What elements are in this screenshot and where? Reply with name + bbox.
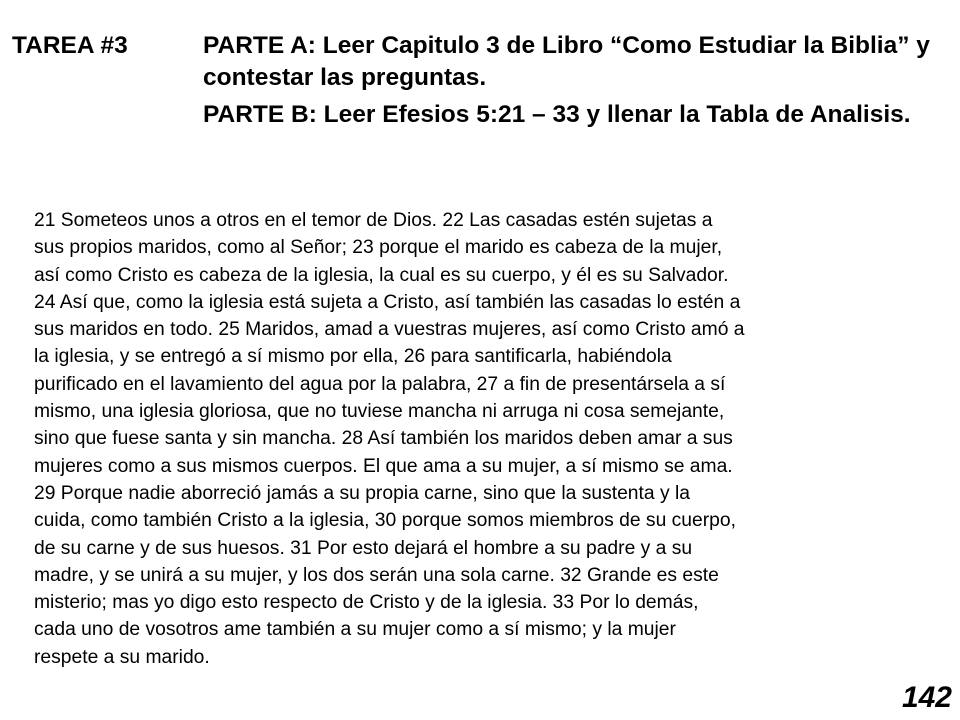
scripture-line: cuida, como también Cristo a la iglesia, 30 porque somos miembros de su cuerpo, (34, 510, 736, 532)
scripture-line: la iglesia, y se entregó a sí mismo por ella, 26 para santificarla, habiéndola (34, 346, 672, 368)
scripture-line: mujeres como a sus mismos cuerpos. El que ama a su mujer, a sí mismo se ama. (34, 455, 733, 477)
assignment-instructions (203, 30, 948, 131)
scripture-line: purificado en el lavamiento del agua por la palabra, 27 a fin de presentársela a sí (34, 373, 726, 395)
part-b-instruction: PARTE B: Leer Efesios 5:21 – 33 y llenar la Tabla de Analisis. (203, 101, 911, 128)
part-a-instruction: PARTE A: Leer Capitulo 3 de Libro “Como Estudiar la Biblia” y contestar las preguntas. (203, 32, 930, 91)
scripture-passage (34, 207, 934, 671)
scripture-line: respete a su marido. (34, 646, 210, 668)
scripture-line: así como Cristo es cabeza de la iglesia, la cual es su cuerpo, y él es su Salvador. (34, 264, 729, 286)
scripture-line: mismo, una iglesia gloriosa, que no tuviese mancha ni arruga ni cosa semejante, (34, 401, 725, 423)
scripture-line: 24 Así que, como la iglesia está sujeta a Cristo, así también las casadas lo estén a (34, 291, 741, 313)
assignment-label: TAREA #3 (12, 32, 128, 59)
scripture-line: madre, y se unirá a su mujer, y los dos serán una sola carne. 32 Grande es este (34, 564, 719, 586)
page-number: 142 (901, 681, 952, 714)
scripture-line: cada uno de vosotros ame también a su mujer como a sí mismo; y la mujer (34, 619, 676, 641)
scripture-line: sino que fuese santa y sin mancha. 28 Así también los maridos deben amar a sus (34, 428, 733, 450)
scripture-line: sus maridos en todo. 25 Maridos, amad a vuestras mujeres, así como Cristo amó a (34, 319, 745, 341)
scripture-line: 29 Porque nadie aborreció jamás a su propia carne, sino que la sustenta y la (34, 482, 690, 504)
scripture-line: 21 Someteos unos a otros en el temor de Dios. 22 Las casadas estén sujetas a (34, 210, 713, 231)
scripture-line: sus propios maridos, como al Señor; 23 porque el marido es cabeza de la mujer, (34, 237, 723, 259)
scripture-line: de su carne y de sus huesos. 31 Por esto dejará el hombre a su padre y a su (34, 537, 693, 559)
scripture-line: misterio; mas yo digo esto respecto de Cristo y de la iglesia. 33 Por lo demás, (34, 592, 699, 614)
